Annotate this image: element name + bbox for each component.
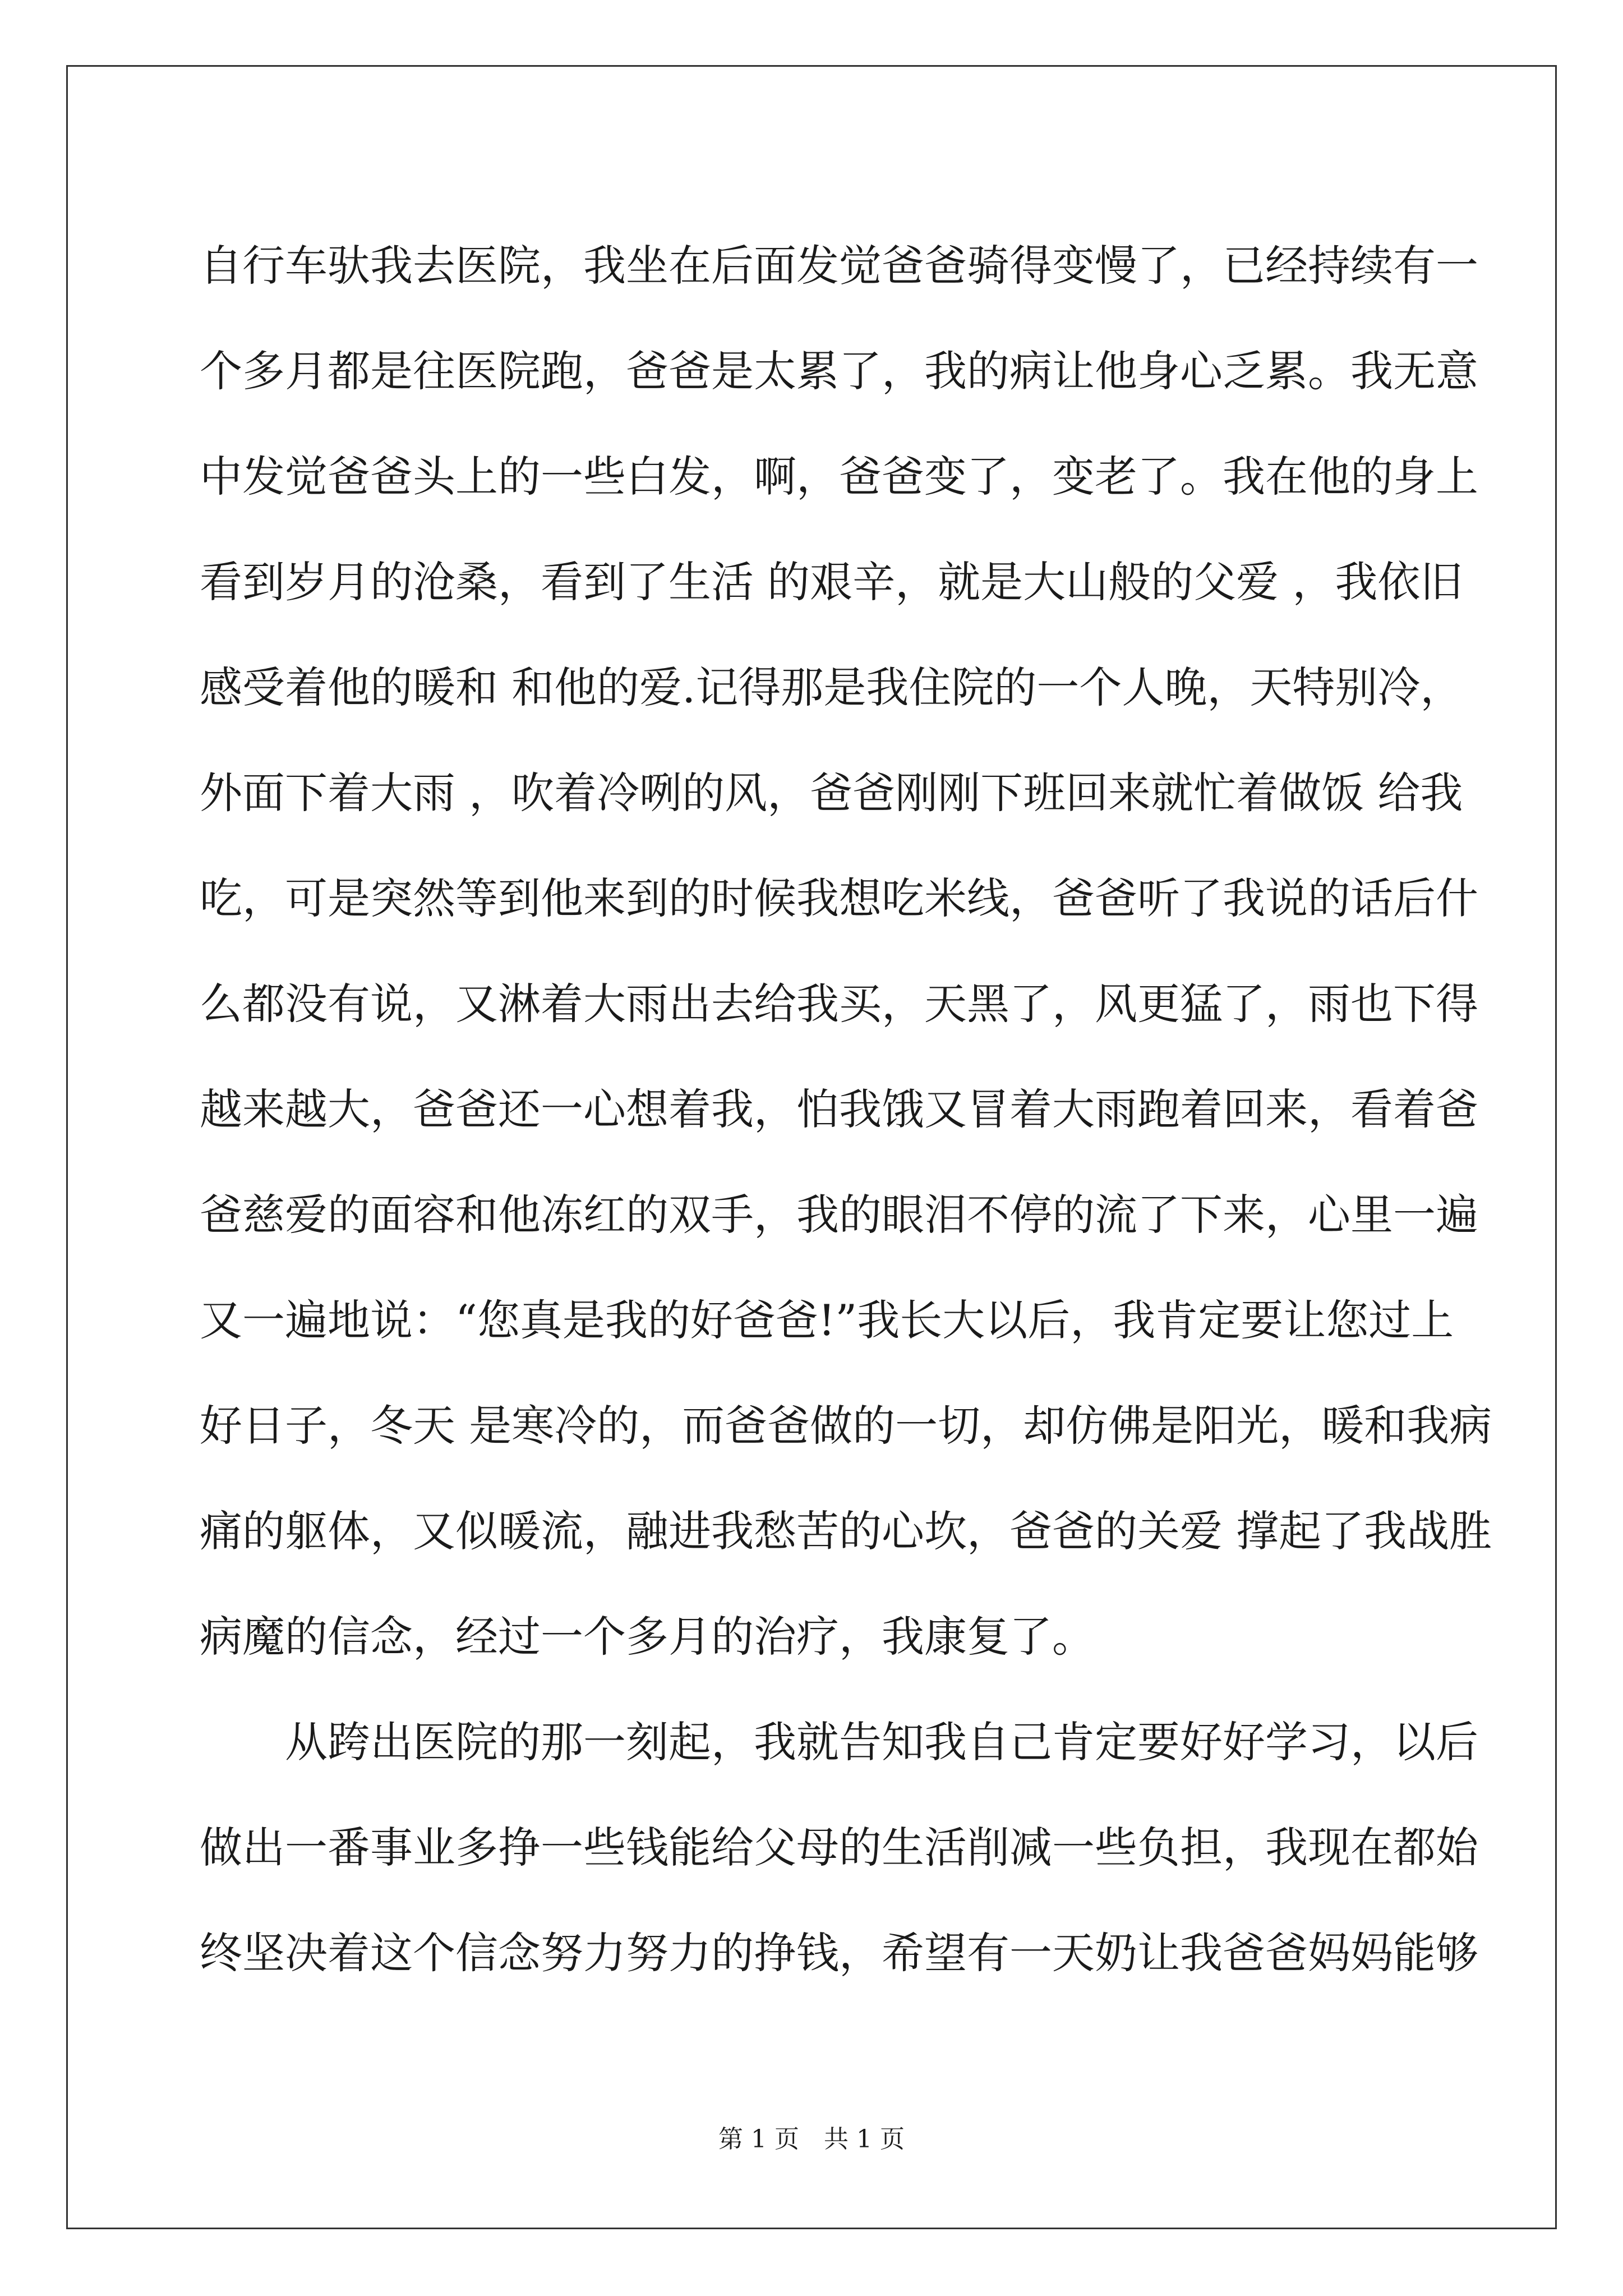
text-line: 外面下着大雨 ，吹着冷咧的风，爸爸刚刚下班回来就忙着做饭 给我 [200,768,1463,818]
text-line: 爸慈爱的面容和他冻红的双手，我的眼泪不停的流了下来，心里一遍 [200,1190,1478,1240]
text-line: 好日子，冬天 是寒冷的，而爸爸做的一切，却仿佛是阳光，暖和我病 [200,1401,1492,1451]
text-line: 做出一番事业多挣一些钱能给父母的生活削减一些负担，我现在都始 [200,1823,1478,1872]
text-line: 吃，可是突然等到他来到的时候我想吃米线，爸爸听了我说的话后什 [200,873,1478,923]
document-body [200,213,1492,2006]
text-line: 么都没有说，又淋着大雨出去给我买，天黑了，风更猛了，雨也下得 [200,979,1478,1029]
text-line: 痛的躯体，又似暖流，融进我愁苦的心坎，爸爸的关爱 撑起了我战胜 [200,1506,1492,1556]
text-line: 又一遍地说：“您真是我的好爸爸!”我长大以后，我肯定要让您过上 [200,1295,1454,1345]
text-line: 终坚决着这个信念努力努力的挣钱，希望有一天奶让我爸爸妈妈能够 [200,1928,1478,1978]
text-line: 病魔的信念，经过一个多月的治疗，我康复了。 [200,1612,1095,1662]
text-line: 中发觉爸爸头上的一些白发，啊，爸爸变了，变老了。我在他的身上 [200,452,1478,501]
text-line: 自行车驮我去医院，我坐在后面发觉爸爸骑得变慢了，已经持续有一 [200,241,1478,291]
text-line: 看到岁月的沧桑，看到了生活 的艰辛，就是大山般的父爱 ，我依旧 [200,557,1463,607]
text-line: 从跨出医院的那一刻起，我就告知我自己肯定要好好学习，以后 [200,1717,1478,1767]
text-line: 感受着他的暖和 和他的爱.记得那是我住院的一个人晚，天特别冷， [200,662,1463,712]
page-number-footer: 第 1 页 共 1 页 [718,2125,905,2154]
text-line: 越来越大，爸爸还一心想着我，怕我饿又冒着大雨跑着回来，看着爸 [200,1084,1478,1134]
text-line: 个多月都是往医院跑，爸爸是太累了，我的病让他身心乏累。我无意 [200,346,1478,396]
